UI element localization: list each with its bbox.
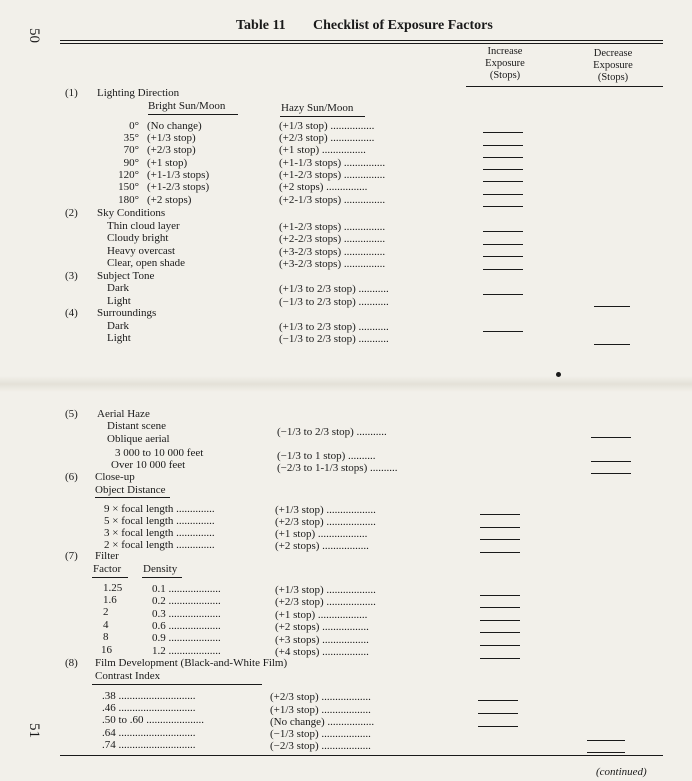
decrease-header-line: (Stops) (597, 72, 629, 83)
row-label: 3 000 to 10 000 feet (115, 447, 204, 459)
row-label: Light (107, 332, 131, 344)
answer-blank (591, 461, 631, 462)
factor-cell: 2 (103, 606, 109, 618)
bright-cell: (+2 stops) (147, 194, 192, 206)
section-number: (3) (65, 270, 78, 282)
answer-blank (483, 206, 523, 207)
factor-cell: 4 (103, 619, 109, 631)
section-heading: Aerial Haze (97, 408, 150, 420)
answer-blank (594, 306, 630, 307)
section-heading: Lighting Direction (97, 87, 180, 99)
row-value: (+2-2/3 stops) ............... (279, 233, 386, 245)
answer-blank (478, 726, 518, 727)
factor-cell: 1.6 (103, 594, 117, 606)
hazy-sun-label: Hazy Sun/Moon (281, 102, 354, 114)
answer-blank (480, 595, 520, 596)
increase-header-line: Increase (487, 46, 523, 57)
section-heading: Filter (95, 550, 119, 562)
row-value: (−1/3 to 2/3 stop) ........... (279, 333, 389, 345)
row-value: (+1 stop) .................. (275, 528, 368, 540)
row-label: .64 ............................ (102, 727, 196, 739)
hazy-cell: (+2/3 stop) ................ (279, 132, 375, 144)
row-label: Thin cloud layer (107, 220, 180, 232)
header-rule-top (60, 40, 663, 41)
factor-cell: 16 (101, 644, 112, 656)
angle-cell: 35° (123, 132, 139, 144)
answer-blank (480, 645, 520, 646)
row-value: (+2 stops) ................. (275, 621, 369, 633)
density-cell: 0.2 ................... (152, 595, 221, 607)
density-cell: 0.6 ................... (152, 620, 221, 632)
row-label: Oblique aerial (107, 433, 170, 445)
page-number-bottom: 51 (26, 723, 42, 738)
answer-blank (480, 620, 520, 621)
answer-blank (483, 145, 523, 146)
row-label: 2 × focal length .............. (104, 539, 215, 551)
answer-blank (591, 473, 631, 474)
table-label: Table 11 (236, 18, 286, 33)
bright-cell: (+1/3 stop) (147, 132, 196, 144)
ink-speck (556, 372, 561, 377)
row-value: (+2/3 stop) .................. (275, 516, 376, 528)
answer-blank (483, 181, 523, 182)
subheading-underline (92, 684, 262, 685)
row-label: Cloudy bright (107, 232, 169, 244)
row-label: Light (107, 295, 131, 307)
continued-note: (continued) (596, 766, 647, 778)
angle-cell: 180° (118, 194, 139, 206)
row-label: .38 ............................ (102, 690, 196, 702)
answer-blank (480, 527, 520, 528)
answer-blank (483, 269, 523, 270)
increase-header-line: (Stops) (489, 70, 521, 81)
section-number: (6) (65, 471, 78, 483)
bright-cell: (+2/3 stop) (147, 144, 196, 156)
answer-blank (591, 437, 631, 438)
answer-blank (483, 169, 523, 170)
answer-blank (594, 344, 630, 345)
hazy-cell: (+2 stops) ............... (279, 181, 368, 193)
row-label: 3 × focal length .............. (104, 527, 215, 539)
answer-blank (478, 713, 518, 714)
row-label: Over 10 000 feet (111, 459, 186, 471)
row-value: (+1/3 to 2/3 stop) ........... (279, 283, 389, 295)
decrease-column-header (577, 48, 649, 84)
answer-blank (587, 740, 625, 741)
row-value: (−1/3 to 2/3 stop) ........... (277, 426, 387, 438)
row-value: (+1/3 stop) .................. (275, 504, 376, 516)
density-column-label: Density (143, 563, 178, 575)
factor-cell: 8 (103, 631, 109, 643)
hazy-cell: (+2-1/3 stops) ............... (279, 194, 386, 206)
increase-header-line: Exposure (485, 58, 525, 69)
row-value: (+1-2/3 stops) ............... (279, 221, 386, 233)
row-label: Clear, open shade (107, 257, 186, 269)
section-heading: Subject Tone (97, 270, 155, 282)
row-label: .50 to .60 ..................... (102, 714, 205, 726)
section-number: (1) (65, 87, 78, 99)
hazy-cell: (+1/3 stop) ................ (279, 120, 375, 132)
decrease-header-line: Exposure (593, 60, 633, 71)
answer-blank (480, 632, 520, 633)
row-label: .46 ............................ (102, 702, 196, 714)
answer-blank (480, 539, 520, 540)
density-cell: 0.9 ................... (152, 632, 221, 644)
row-value: (+3-2/3 stops) ............... (279, 258, 386, 270)
row-value: (+3 stops) ................. (275, 634, 369, 646)
density-cell: 0.3 ................... (152, 608, 221, 620)
section-subheading: Contrast Index (95, 670, 161, 682)
section-heading: Surroundings (97, 307, 157, 319)
bright-cell: (+1 stop) (147, 157, 188, 169)
answer-blank (483, 331, 523, 332)
row-value: (No change) ................. (270, 716, 375, 728)
density-underline (142, 577, 182, 578)
row-value: (−1/3 to 2/3 stop) ........... (279, 296, 389, 308)
row-value: (+4 stops) ................. (275, 646, 369, 658)
hazy-cell: (+1-1/3 stops) ............... (279, 157, 386, 169)
row-label: Dark (107, 282, 129, 294)
answer-blank (483, 244, 523, 245)
increase-column-header (470, 46, 540, 82)
section-number: (5) (65, 408, 78, 420)
section-number: (7) (65, 550, 78, 562)
header-rule-bottom (466, 86, 663, 87)
hazy-sun-underline (280, 116, 365, 117)
answer-blank (483, 231, 523, 232)
angle-cell: 120° (118, 169, 139, 181)
answer-blank (483, 294, 523, 295)
row-label: 5 × focal length .............. (104, 515, 215, 527)
row-value: (−2/3 to 1-1/3 stops) .......... (277, 462, 398, 474)
bright-cell: (+1-1/3 stops) (147, 169, 210, 181)
decrease-header-line: Decrease (593, 48, 633, 59)
row-value: (+1/3 stop) .................. (275, 584, 376, 596)
row-value: (+1/3 stop) .................. (270, 704, 371, 716)
row-label: Heavy overcast (107, 245, 176, 257)
angle-cell: 70° (123, 144, 139, 156)
section-number: (2) (65, 207, 78, 219)
row-value: (+1/3 to 2/3 stop) ........... (279, 321, 389, 333)
factor-underline (92, 577, 128, 578)
answer-blank (483, 194, 523, 195)
answer-blank (480, 514, 520, 515)
header-rule-top-2 (60, 43, 663, 44)
row-value: (+2 stops) ................. (275, 540, 369, 552)
section-heading: Film Development (Black-and-White Film) (95, 657, 288, 669)
bright-sun-underline (148, 114, 238, 115)
section-heading: Sky Conditions (97, 207, 166, 219)
section-number: (4) (65, 307, 78, 319)
row-value: (+3-2/3 stops) ............... (279, 246, 386, 258)
answer-blank (483, 132, 523, 133)
answer-blank (483, 157, 523, 158)
row-label: .74 ............................ (102, 739, 196, 751)
row-value: (−1/3 stop) .................. (270, 728, 371, 740)
answer-blank (480, 607, 520, 608)
page-number-top: 50 (26, 28, 42, 43)
row-value: (−2/3 stop) .................. (270, 740, 371, 752)
section-heading: Close-up (95, 471, 135, 483)
bright-cell: (No change) (147, 120, 202, 132)
row-value: (−1/3 to 1 stop) .......... (277, 450, 376, 462)
factor-column-label: Factor (93, 563, 122, 575)
section-subheading: Object Distance (95, 484, 166, 496)
answer-blank (587, 752, 625, 753)
bright-cell: (+1-2/3 stops) (147, 181, 210, 193)
table-bottom-rule (60, 755, 663, 756)
row-label: Distant scene (107, 420, 166, 432)
row-value: (+1 stop) .................. (275, 609, 368, 621)
row-value: (+2/3 stop) .................. (275, 596, 376, 608)
page-fold (0, 376, 692, 392)
hazy-cell: (+1-2/3 stops) ............... (279, 169, 386, 181)
answer-blank (483, 256, 523, 257)
hazy-cell: (+1 stop) ................ (279, 144, 366, 156)
bright-sun-label: Bright Sun/Moon (148, 100, 226, 112)
row-value: (+2/3 stop) .................. (270, 691, 371, 703)
factor-cell: 1.25 (103, 582, 123, 594)
density-cell: 1.2 ................... (152, 645, 221, 657)
subheading-underline (95, 497, 170, 498)
section-number: (8) (65, 657, 78, 669)
angle-cell: 0° (129, 120, 139, 132)
row-label: 9 × focal length .............. (104, 503, 215, 515)
table-caption: Checklist of Exposure Factors (313, 18, 493, 33)
answer-blank (478, 700, 518, 701)
angle-cell: 150° (118, 181, 139, 193)
angle-cell: 90° (123, 157, 139, 169)
density-cell: 0.1 ................... (152, 583, 221, 595)
answer-blank (480, 658, 520, 659)
row-label: Dark (107, 320, 129, 332)
answer-blank (480, 552, 520, 553)
